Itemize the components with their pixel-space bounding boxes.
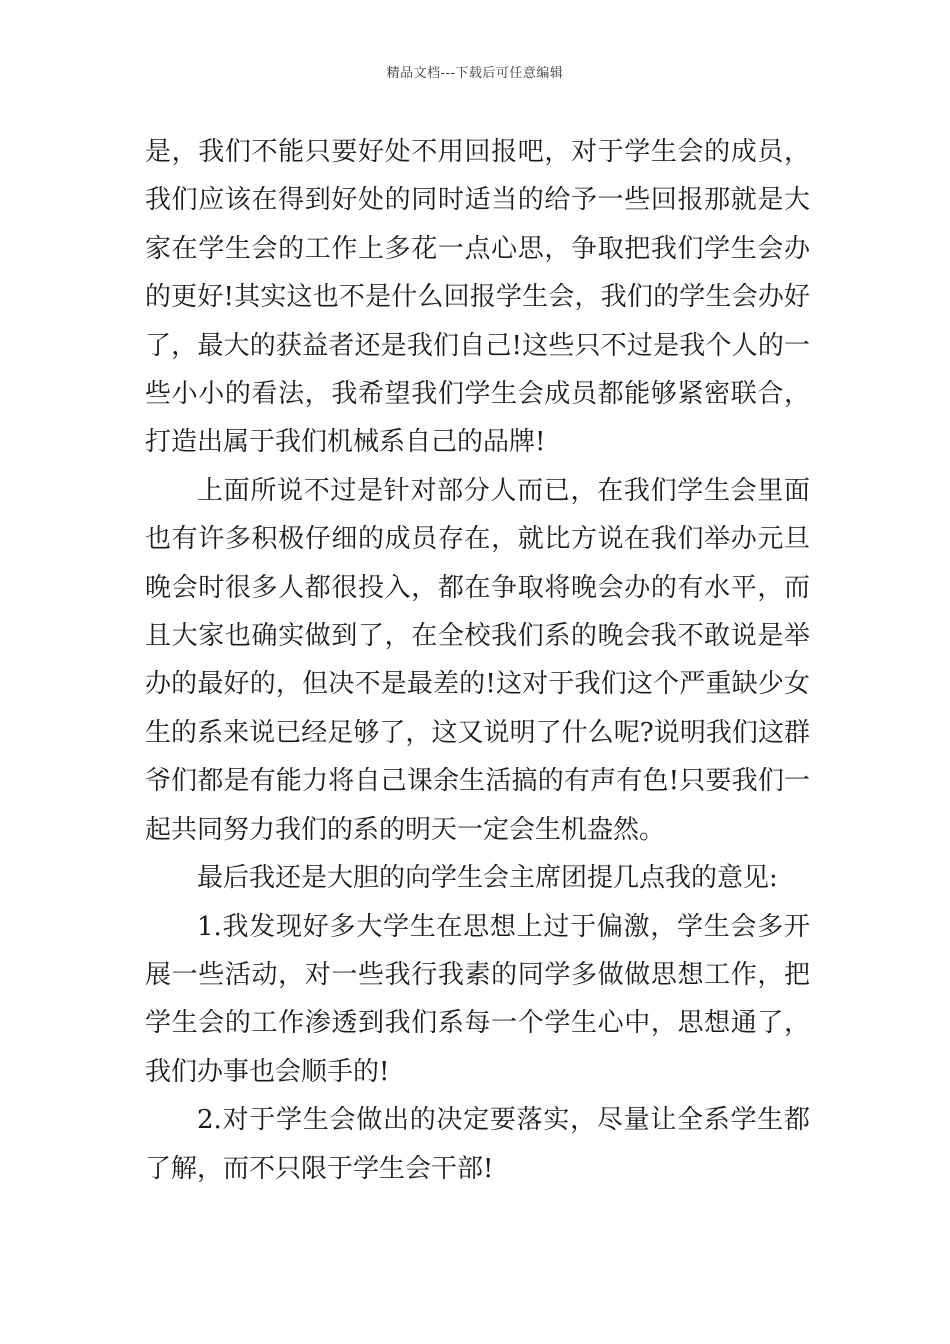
document-body	[145, 128, 810, 1193]
paragraph-suggestions-intro: 最后我还是大胆的向学生会主席团提几点我的意见:	[197, 863, 778, 894]
paragraph-student-union-members: 上面所说不过是针对部分人而已，在我们学生会里面也有许多积极仔细的成员存在，就比方说在我们举办元旦晚会时很多人都很投入，都在争取将晚会办的有水平，而且大家也确实做到了，在全校我们系的晚会我不敢说是举办的最好的，但决不是最差的!这对于我们这个严重缺少女生的系来说已经足够了，这又说明了什么呢?说明我们这群爷们都是有能力将自己课余生活搞的有声有色!只要我们一起共同努力我们的系的明天一定会生机盎然。	[145, 475, 810, 845]
page-header: 精品文档---下载后可任意编辑	[386, 66, 564, 81]
paragraph-continuation: 是，我们不能只要好处不用回报吧，对于学生会的成员，我们应该在得到好处的同时适当的给予一些回报那就是大家在学生会的工作上多花一点心思，争取把我们学生会办的更好!其实这也不是什么回报学生会，我们的学生会办好了，最大的获益者还是我们自己!这些只不过是我个人的一些小小的看法，我希望我们学生会成员都能够紧密联合，打造出属于我们机械系自己的品牌!	[145, 137, 810, 458]
paragraph-suggestion-2: 2.对于学生会做出的决定要落实，尽量让全系学生都了解，而不只限于学生会干部!	[145, 1105, 810, 1184]
paragraph-suggestion-1: 1.我发现好多大学生在思想上过于偏激，学生会多开展一些活动，对一些我行我素的同学多做做思想工作，把学生会的工作渗透到我们系每一个学生心中，思想通了，我们办事也会顺手的!	[145, 911, 810, 1087]
